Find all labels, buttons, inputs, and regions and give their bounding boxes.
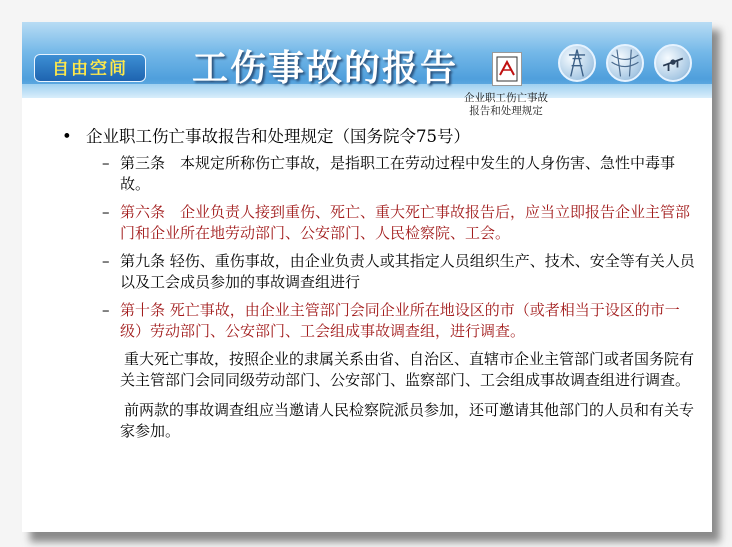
attachment-caption-line2: 报告和处理规定 xyxy=(469,105,543,117)
paragraph: 重大死亡事故，按照企业的隶属关系由省、自治区、直辖市企业主管部门或者国务院有关主管部门会同同级劳动部门、公安部门、监察部门、工会组成事故调查组进行调查。 xyxy=(120,350,695,389)
list-item xyxy=(58,300,698,342)
list-item xyxy=(58,251,698,293)
dash-marker: – xyxy=(102,252,110,270)
page-title: 工伤事故的报告 xyxy=(192,48,459,89)
list-item-text: 第三条 本规定所称伤亡事故，是指职工在劳动过程中发生的人身伤害、急性中毒事故。 xyxy=(120,154,676,193)
list-item xyxy=(58,202,698,244)
insulator-photo xyxy=(654,44,692,82)
power-tower-photo xyxy=(558,44,596,82)
document-attachment-icon[interactable] xyxy=(492,52,522,86)
list-item-text: 第十条 死亡事故，由企业主管部门会同企业所在地设区的市（或者相当于设区的市一级）劳动部门、公安部门、工会组成事故调查组，进行调查。 xyxy=(120,301,680,340)
logo: 自由空间 xyxy=(34,54,146,82)
list-item-text: 第九条 轻伤、重伤事故，由企业负责人或其指定人员组织生产、技术、安全等有关人员以及工会成员参加的事故调查组进行 xyxy=(120,252,695,291)
dash-marker: – xyxy=(102,154,110,172)
attachment-caption[interactable] xyxy=(450,92,562,118)
content-area xyxy=(58,126,698,451)
paragraph: 前两款的事故调查组应当邀请人民检察院派员参加，还可邀请其他部门的人员和有关专家参加。 xyxy=(120,401,695,440)
power-line-photo xyxy=(606,44,644,82)
dash-marker: – xyxy=(102,301,110,319)
list-item xyxy=(58,153,698,195)
dash-marker: – xyxy=(102,203,110,221)
bullet-heading xyxy=(58,126,698,147)
bullet-text: 企业职工伤亡事故报告和处理规定（国务院令75号） xyxy=(86,127,470,146)
bullet-dot: • xyxy=(62,127,72,146)
list-item-text: 第六条 企业负责人接到重伤、死亡、重大死亡事故报告后，应当立即报告企业主管部门和企业所在地劳动部门、公安部门、人民检察院、工会。 xyxy=(120,203,691,242)
slide xyxy=(22,22,712,532)
attachment-caption-line1: 企业职工伤亡事故 xyxy=(464,92,548,104)
